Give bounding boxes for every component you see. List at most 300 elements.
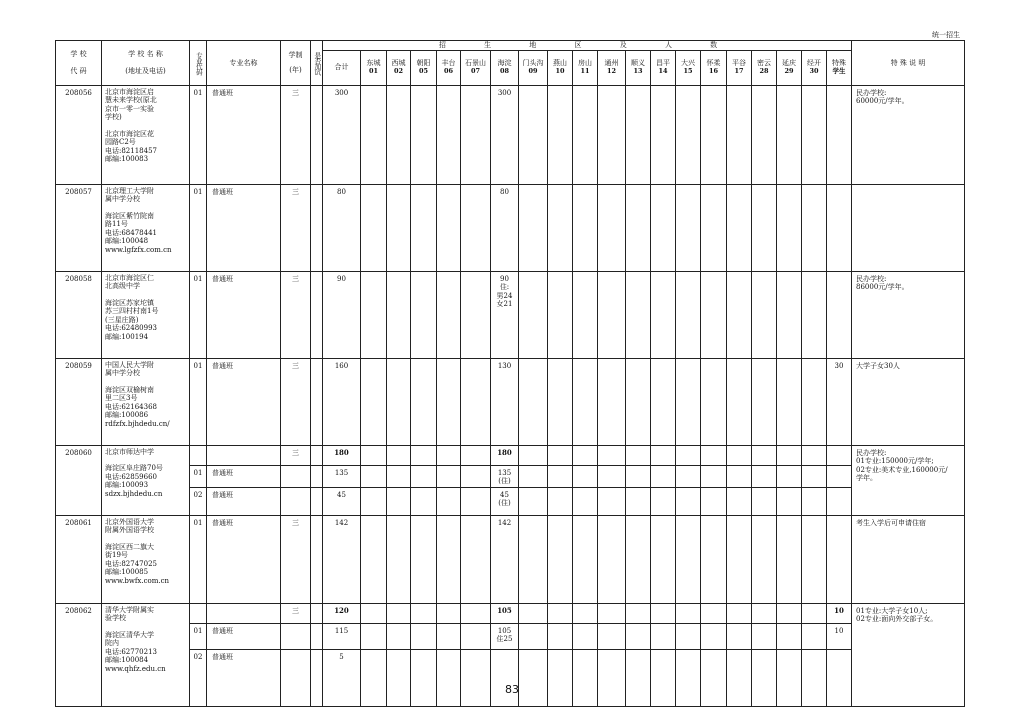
major-name-cell (207, 515, 281, 603)
region-cell (676, 623, 701, 649)
major-code: 01 (193, 187, 203, 196)
region-cell (651, 603, 676, 623)
region-cell (461, 603, 491, 623)
years-cell (281, 184, 311, 271)
region-cell (548, 649, 573, 706)
haidian-value: 180 (497, 447, 512, 457)
region-code: 02 (393, 66, 404, 75)
major-code-cell (190, 271, 207, 358)
region-cell (777, 358, 802, 445)
region-name: 大兴 (681, 59, 695, 68)
region-cell (437, 649, 461, 706)
major-name-cell (207, 603, 281, 623)
table-row (56, 515, 965, 603)
haidian-value: 男24 (496, 291, 513, 300)
region-cell (626, 623, 651, 649)
region-cell (411, 445, 437, 465)
region-cell (752, 465, 777, 487)
region-cell (437, 271, 461, 358)
major-code: 01 (193, 274, 203, 283)
region-cell (727, 184, 752, 271)
region-header (752, 50, 777, 85)
region-name: 特殊 (832, 59, 846, 68)
region-cell (387, 649, 411, 706)
region-cell (491, 85, 519, 184)
header-text: (地址及电话) (125, 66, 166, 75)
school-address-line: 里二区3号 (105, 394, 138, 403)
special-note-cell (852, 271, 965, 358)
region-cell (777, 85, 802, 184)
school-name-line: 属中学分校 (105, 195, 140, 204)
region-cell (387, 85, 411, 184)
special-note-cell (852, 85, 965, 184)
total-value: 135 (334, 468, 349, 477)
region-cell (701, 623, 727, 649)
region-name: 房山 (578, 59, 592, 68)
region-cell (626, 487, 651, 515)
region-cell (437, 623, 461, 649)
school-name-line: 北京市师达中学 (105, 447, 154, 456)
region-cell (491, 649, 519, 706)
region-cell (802, 515, 827, 603)
extra-test-cell (311, 649, 323, 706)
extra-test-cell (311, 85, 323, 184)
region-cell (491, 623, 519, 649)
major-name-cell (207, 465, 281, 487)
note-line: 01专业:大学子女10人; (856, 606, 928, 615)
region-name: 海淀 (497, 59, 512, 68)
region-cell (651, 515, 676, 603)
total-value: 115 (334, 626, 349, 635)
region-cell (777, 271, 802, 358)
major-code: 01 (193, 88, 203, 97)
haidian-value: 45 (500, 490, 509, 499)
region-cell (573, 649, 598, 706)
region-cell (437, 465, 461, 487)
region-cell (727, 271, 752, 358)
region-cell (651, 184, 676, 271)
school-address-line: 邮编:100048 (105, 237, 149, 246)
region-cell (727, 623, 752, 649)
region-cell (626, 465, 651, 487)
region-cell (777, 649, 802, 706)
region-cell (519, 465, 548, 487)
region-cell (411, 184, 437, 271)
school-name-line: 学校) (105, 113, 122, 122)
total-cell (323, 487, 361, 515)
region-cell (802, 649, 827, 706)
region-cell (387, 271, 411, 358)
region-cell (361, 603, 387, 623)
extra-test-header (311, 41, 323, 86)
region-cell (519, 271, 548, 358)
school-address-line: 路11号 (105, 220, 128, 229)
school-address-line: 邮编:100194 (105, 332, 149, 341)
school-address-line: 电话:62164368 (105, 402, 157, 411)
region-cell (752, 603, 777, 623)
region-cell (802, 465, 827, 487)
major-name-cell (207, 487, 281, 515)
table-row (56, 271, 965, 358)
page-number: 83 (505, 683, 519, 696)
region-cell (548, 85, 573, 184)
region-cell (626, 271, 651, 358)
corner-label: 统一招生 (932, 31, 960, 39)
header-text: 是否加试 (312, 51, 321, 74)
region-cell (437, 603, 461, 623)
school-code-cell (56, 445, 102, 515)
extra-test-cell (311, 487, 323, 515)
major-name-cell (207, 271, 281, 358)
region-cell (491, 515, 519, 603)
region-cell (651, 623, 676, 649)
region-cell (519, 623, 548, 649)
region-code: 07 (470, 66, 481, 75)
school-name-line: 京市一零一实验 (105, 104, 154, 113)
haidian-value: 住: (499, 283, 510, 292)
haidian-value: 105 (497, 626, 512, 635)
table-row (56, 445, 965, 465)
years-header (281, 41, 311, 86)
region-cell (461, 184, 491, 271)
region-cell (752, 85, 777, 184)
region-cell (752, 358, 777, 445)
major-name: 普通班 (212, 274, 233, 283)
total-value: 45 (337, 490, 346, 499)
region-header (827, 50, 852, 85)
region-cell (548, 465, 573, 487)
region-cell (437, 184, 461, 271)
school-address-line: 园路C2号 (105, 138, 136, 147)
note-line: 大学子女30人 (856, 361, 900, 370)
region-code: 05 (418, 66, 429, 75)
school-code: 208061 (65, 518, 92, 527)
region-cell (676, 515, 701, 603)
enrollment-table (55, 40, 965, 707)
haidian-value: 300 (497, 88, 512, 97)
region-cell (573, 85, 598, 184)
note-line: 考生入学后可申请住宿 (856, 518, 926, 527)
region-cell (491, 603, 519, 623)
note-line: 民办学校: (856, 448, 887, 457)
haidian-value: 90 (500, 274, 509, 283)
school-code-cell (56, 271, 102, 358)
region-cell (387, 515, 411, 603)
region-cell (519, 445, 548, 465)
region-cell (626, 649, 651, 706)
region-cell (573, 271, 598, 358)
region-cell (598, 358, 626, 445)
region-cell (461, 465, 491, 487)
major-code: 01 (193, 468, 203, 477)
school-address-line: 北京市海淀区花 (105, 129, 154, 138)
school-address-line: 电话:62480993 (105, 324, 157, 333)
extra-test-cell (311, 603, 323, 623)
region-cell (387, 487, 411, 515)
school-code: 208062 (65, 606, 92, 615)
note-line: 02专业:面向外交部子女。 (856, 615, 938, 624)
region-cell (411, 271, 437, 358)
school-name-line: 北京外国语大学 (105, 517, 154, 526)
table-row (56, 603, 965, 623)
note-line: 民办学校: (856, 88, 887, 97)
region-cell (519, 184, 548, 271)
haidian-value: 住25 (496, 635, 513, 644)
region-cell (598, 649, 626, 706)
major-code-cell (190, 623, 207, 649)
region-cell (651, 465, 676, 487)
total-cell (323, 358, 361, 445)
region-cell (461, 445, 491, 465)
region-cell (827, 603, 852, 623)
region-cell (411, 487, 437, 515)
years-cell (281, 445, 311, 465)
total-value: 5 (339, 652, 344, 661)
region-cell (777, 445, 802, 465)
school-name-line: 清华大学附属实 (105, 605, 154, 614)
region-cell (676, 465, 701, 487)
header-text: (年) (289, 65, 302, 74)
region-name: 朝阳 (416, 59, 431, 68)
region-cell (548, 184, 573, 271)
haidian-value: (住) (498, 499, 511, 508)
major-code-cell (190, 184, 207, 271)
school-name-header (102, 41, 190, 86)
region-code: 13 (633, 66, 643, 75)
region-cell (752, 649, 777, 706)
major-name-cell (207, 85, 281, 184)
school-address-line: 海淀区双榆树南 (105, 385, 154, 394)
region-name: 密云 (757, 59, 771, 68)
region-cell (827, 358, 852, 445)
haidian-value: 130 (497, 361, 512, 370)
region-cell (548, 515, 573, 603)
major-code: 02 (193, 652, 203, 661)
region-cell (519, 85, 548, 184)
school-name-line: 附属外国语学校 (105, 526, 154, 535)
total-header (323, 50, 361, 85)
note-line: 60000元/学年。 (856, 97, 909, 106)
region-cell (802, 271, 827, 358)
region-cell (548, 271, 573, 358)
table-row (56, 623, 965, 649)
region-header (573, 50, 598, 85)
school-address-line: 海淀区紫竹院南 (105, 211, 154, 220)
region-cell (387, 465, 411, 487)
region-cell (598, 184, 626, 271)
region-cell (598, 515, 626, 603)
region-name: 丰台 (441, 59, 456, 68)
school-address-line: 邮编:100084 (105, 656, 149, 665)
region-cell (752, 487, 777, 515)
region-cell (573, 358, 598, 445)
region-cell (461, 358, 491, 445)
region-cell (701, 184, 727, 271)
region-title: 招 生 地 区 及 人 数 (438, 41, 736, 49)
region-cell (727, 515, 752, 603)
school-address-line: 海淀区清华大学 (105, 630, 154, 639)
major-name-cell (207, 649, 281, 706)
region-cell (701, 649, 727, 706)
region-cell (361, 358, 387, 445)
region-cell (461, 649, 491, 706)
region-cell (519, 603, 548, 623)
region-header (519, 50, 548, 85)
total-value: 300 (334, 88, 349, 97)
region-cell (519, 515, 548, 603)
school-address-line: 电话:82747025 (105, 559, 157, 568)
region-cell (361, 85, 387, 184)
region-cell (548, 603, 573, 623)
region-code: 30 (809, 66, 819, 75)
region-cell (676, 85, 701, 184)
region-cell (802, 184, 827, 271)
total-cell (323, 184, 361, 271)
region-cell (701, 271, 727, 358)
region-name: 昌平 (656, 59, 670, 68)
school-address-line: 院内 (105, 639, 119, 648)
school-address-line: 电话:62770213 (105, 647, 157, 656)
school-name-line: 北京市海淀区启 (105, 87, 154, 96)
table-row (56, 649, 965, 706)
header-text: 学 校 (70, 50, 87, 59)
school-name-line: 属中学分校 (105, 369, 140, 378)
region-cell (387, 184, 411, 271)
region-cell (727, 358, 752, 445)
region-cell (491, 358, 519, 445)
region-cell (676, 603, 701, 623)
region-name: 石景山 (465, 59, 486, 68)
extra-test-cell (311, 184, 323, 271)
region-cell (491, 184, 519, 271)
region-cell (827, 623, 852, 649)
region-cell (701, 515, 727, 603)
region-cell (827, 649, 852, 706)
note-line: 学年。 (856, 474, 877, 483)
school-code-cell (56, 85, 102, 184)
school-name-cell (102, 271, 190, 358)
region-code: 28 (759, 66, 769, 75)
region-header (461, 50, 491, 85)
major-name: 普通班 (212, 468, 233, 477)
total-cell (323, 603, 361, 623)
years-cell (281, 603, 311, 623)
major-name: 普通班 (212, 361, 233, 370)
region-cell (519, 649, 548, 706)
region-cell (752, 271, 777, 358)
region-cell (361, 649, 387, 706)
haidian-value: 女21 (496, 300, 513, 309)
region-code: 06 (443, 66, 454, 75)
special-note-cell (852, 358, 965, 445)
region-cell (491, 465, 519, 487)
school-address-line: 街19号 (105, 551, 128, 560)
haidian-value: 80 (500, 187, 509, 196)
region-code: 10 (555, 66, 565, 75)
years-cell (281, 465, 311, 487)
special-student-value: 10 (834, 605, 844, 615)
header-text: 学制 (288, 51, 303, 60)
region-cell (461, 85, 491, 184)
major-name-cell (207, 358, 281, 445)
region-cell (598, 465, 626, 487)
region-cell (676, 649, 701, 706)
extra-test-cell (311, 271, 323, 358)
region-cell (777, 515, 802, 603)
region-code: 09 (528, 66, 538, 75)
total-cell (323, 445, 361, 465)
extra-test-cell (311, 465, 323, 487)
region-cell (598, 487, 626, 515)
haidian-value: 135 (497, 468, 512, 477)
region-cell (461, 487, 491, 515)
region-code: 16 (708, 66, 719, 75)
years-value: 三 (292, 187, 299, 196)
region-cell (701, 465, 727, 487)
major-code-cell (190, 487, 207, 515)
school-code-cell (56, 184, 102, 271)
region-cell (626, 515, 651, 603)
region-cell (626, 358, 651, 445)
major-name-cell (207, 184, 281, 271)
region-cell (573, 603, 598, 623)
region-cell (548, 358, 573, 445)
region-cell (387, 358, 411, 445)
major-code: 02 (193, 490, 203, 499)
region-cell (651, 358, 676, 445)
major-code: 01 (193, 518, 203, 527)
extra-test-cell (311, 445, 323, 465)
region-code: 11 (580, 66, 590, 75)
region-cell (387, 603, 411, 623)
region-cell (461, 623, 491, 649)
special-note-cell (852, 445, 965, 515)
region-cell (701, 603, 727, 623)
region-name: 怀柔 (706, 59, 721, 68)
school-code-cell (56, 358, 102, 445)
years-value: 三 (292, 606, 299, 615)
years-cell (281, 487, 311, 515)
school-name-cell (102, 85, 190, 184)
region-cell (827, 465, 852, 487)
extra-test-cell (311, 358, 323, 445)
note-line: 02专业:美术专业,160000元/ (856, 465, 948, 474)
major-name: 普通班 (212, 490, 233, 499)
total-cell (323, 623, 361, 649)
total-value: 90 (337, 274, 346, 283)
region-code: 08 (499, 66, 510, 75)
school-name-line: 中国人民大学附 (105, 360, 154, 369)
region-cell (701, 445, 727, 465)
school-name-cell (102, 184, 190, 271)
table-row (56, 358, 965, 445)
region-header (387, 50, 411, 85)
region-cell (387, 445, 411, 465)
years-cell (281, 85, 311, 184)
total-value: 80 (337, 187, 346, 196)
special-student-value: 10 (834, 626, 844, 635)
region-cell (676, 445, 701, 465)
region-cell (752, 515, 777, 603)
major-name: 普通班 (212, 652, 233, 661)
school-name-line: 北高级中学 (105, 282, 140, 291)
region-cell (437, 358, 461, 445)
region-cell (411, 515, 437, 603)
school-address-line: 海淀区阜庄路70号 (105, 464, 163, 473)
region-header (491, 50, 519, 85)
school-address-line: (三星庄路) (105, 315, 139, 324)
school-address-line: 电话:82118457 (105, 146, 157, 155)
